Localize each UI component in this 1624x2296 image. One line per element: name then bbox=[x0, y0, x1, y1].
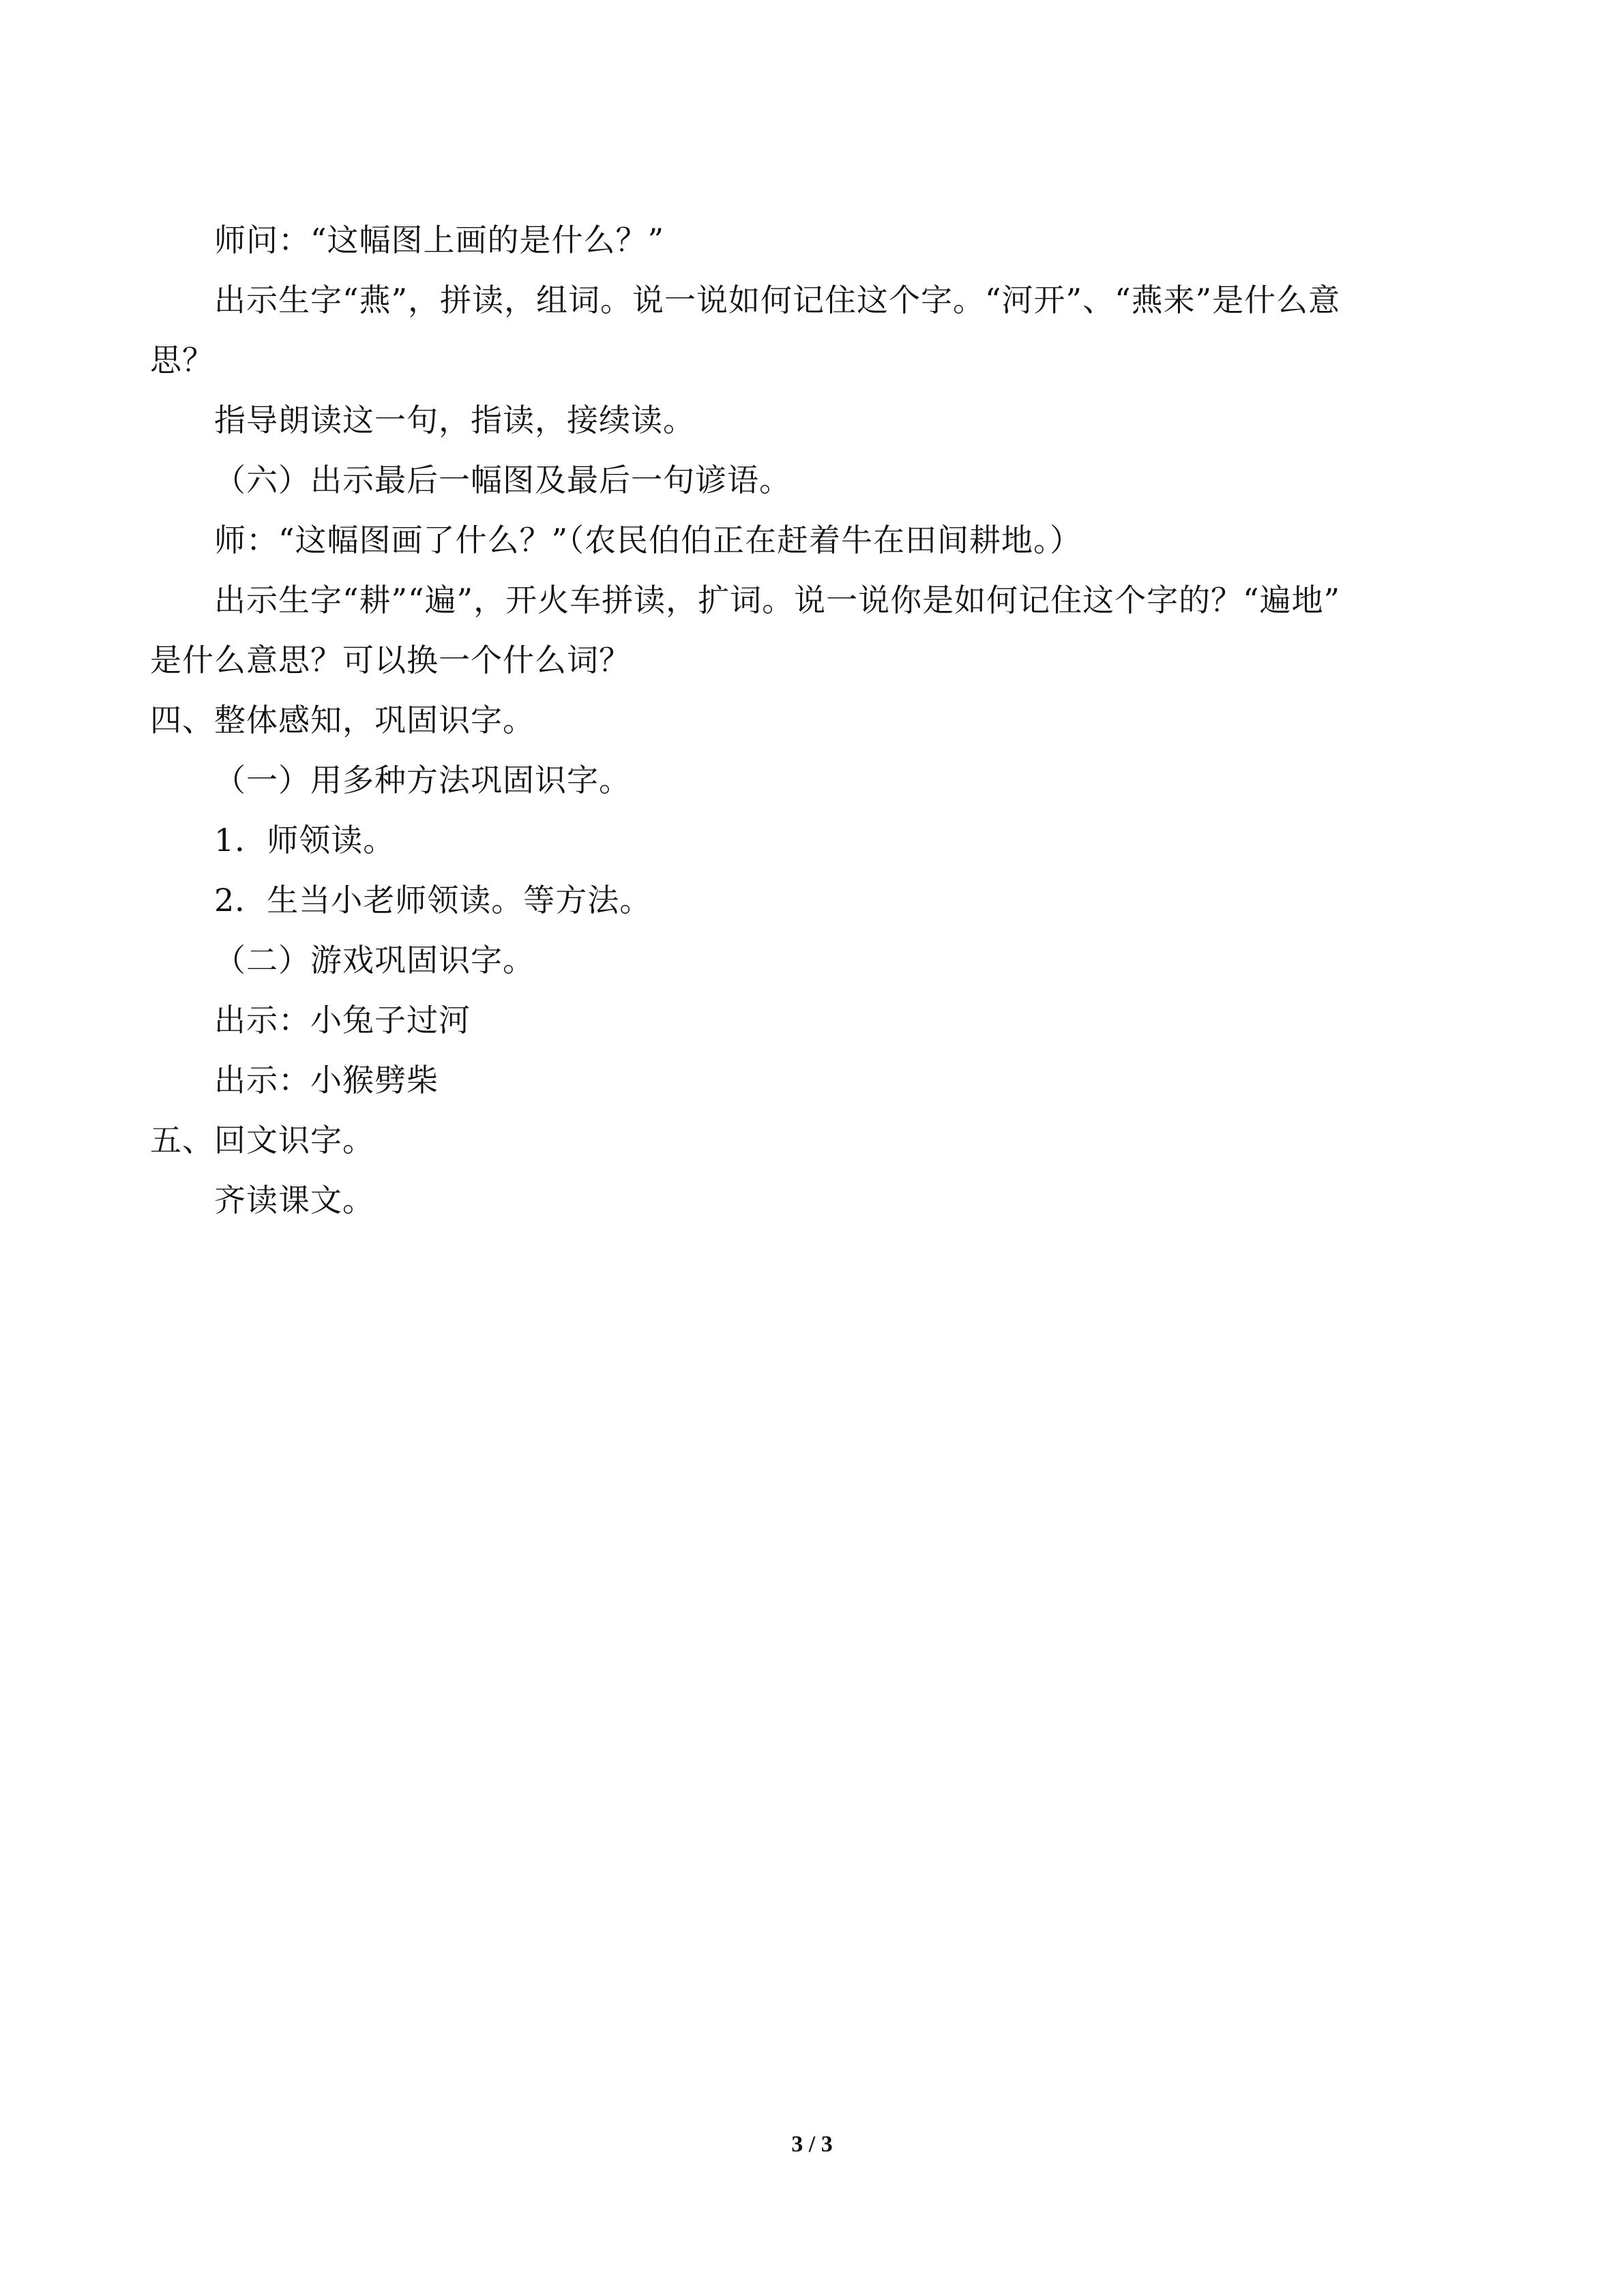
section-heading: 五、回文识字。 bbox=[150, 1122, 374, 1159]
paragraph-line: 是什么意思？可以换一个什么词？ bbox=[150, 642, 631, 679]
paragraph-line: 出示生字“耕”“遍”，开火车拼读，扩词。说一说你是如何记住这个字的？“遍地” bbox=[214, 582, 1341, 618]
paragraph-line: 出示：小兔子过河 bbox=[214, 1002, 471, 1039]
page-number: 3 / 3 bbox=[791, 2132, 833, 2157]
paragraph-line: 师问：“这幅图上画的是什么？” bbox=[214, 222, 665, 258]
list-item: 2．生当小老师领读。等方法。 bbox=[214, 882, 652, 919]
paragraph-line: （六）出示最后一幅图及最后一句谚语。 bbox=[214, 462, 791, 498]
paragraph-line: 出示生字“燕”，拼读，组词。说一说如何记住这个字。“河开”、“燕来”是什么意 bbox=[214, 282, 1341, 318]
section-heading: 四、整体感知，巩固识字。 bbox=[150, 702, 535, 739]
paragraph-line: 指导朗读这一句，指读，接续读。 bbox=[214, 402, 695, 438]
document-body bbox=[150, 210, 1487, 1230]
paragraph-line: （二）游戏巩固识字。 bbox=[214, 942, 535, 979]
paragraph-line: 出示：小猴劈柴 bbox=[214, 1062, 439, 1099]
paragraph-line: 齐读课文。 bbox=[214, 1182, 374, 1219]
paragraph-line: 师：“这幅图画了什么？”（农民伯伯正在赶着牛在田间耕地。） bbox=[214, 522, 1082, 558]
list-item: 1．师领读。 bbox=[214, 822, 396, 859]
paragraph-line: （一）用多种方法巩固识字。 bbox=[214, 762, 631, 799]
paragraph-line: 思？ bbox=[150, 342, 214, 378]
